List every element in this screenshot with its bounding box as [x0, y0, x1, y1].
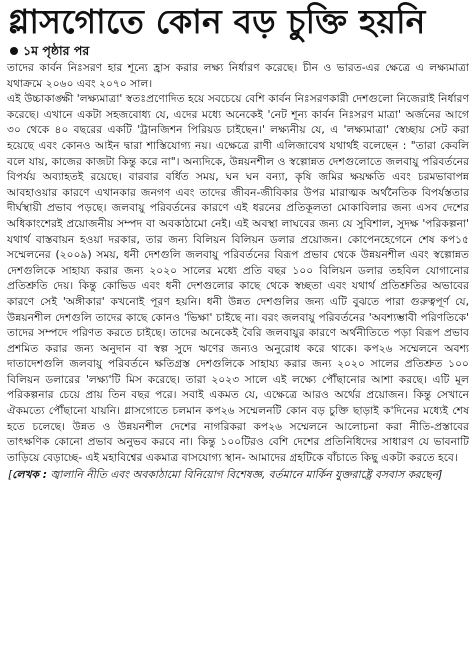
- bullet-icon: [10, 47, 18, 55]
- continued-from-label: ১ম পৃষ্ঠার পর: [23, 43, 90, 58]
- body-paragraph-2: এই উচ্চাকাঙ্ক্ষী 'লক্ষ্যমাত্রা' স্বতঃপ্রণোদিত হয়ে সবচেয়ে বেশি কার্বন নিঃসরণকারী দেশগুলো নিজেরাই নির্ধারণ করেছে। এখানে একটা সহজবোধ্য যে, এদের মধ্যে অনেকেই 'নেট শূন্য কার্বন নিঃসরণ মাত্রা' অর্জনের আগে ৩০ থেকে ৪০ বছরের একটি 'ট্রানজিশন পিরিয়ড চাইছেন।' লক্ষ্যনীয় যে, এ 'লক্ষ্যমাত্রা' স্বেচ্ছায় সেট করা হয়েছে এবং কোনও আইন দ্বারা শাস্তিযোগ্য নয়। এক্ষেত্রে রাণী এলিজাবেথ যথার্থই বলেছেন : "তারা কেবলি বলে যায়, কাজের কাজটা কিন্তু করে না"। অন্যদিকে, উন্নয়নশীল ও স্বল্পোন্নত দেশগুলোতে জলবায়ু পরিবর্তনের বিপর্যয় অব্যাহতই রয়েছে। বারবার বর্ধিত সময়, ঘন ঘন বন্যা, কৃষি জমির ক্ষয়ক্ষতি এবং চরমভাবাপন্ন আবহাওয়ার কারণে এখানকার জনগণ এবং তাদের জীবন-জীবিকার উপর মারাত্মক অর্থনৈতিক বিপর্যস্ততার দীর্ঘস্থায়ী প্রভাব পড়ছে। জলবায়ু পরিবর্তনের কারণে এই ধরনের প্রতিকূলতা মোকাবিলার জন্য এসব দেশের অধিকাংশেরই প্রয়োজনীয় সম্পদ বা অবকাঠামো নেই। এই অবস্থা লাঘবের জন্য যে সুবিশাল, সুদক্ষ 'পরিকল্পনা' যথার্থ বাস্তবায়ন হওয়া দরকার, তার জন্য বিলিয়ন বিলিয়ন ডলার প্রয়োজন। কোপেনহেগেনে শেষ কপ১৫ সম্মেলনের (২০০৯) সময়, ধনী দেশগুলি জলবায়ু পরিবর্তনের বিরূপ প্রভাব থেকে উন্নয়নশীল এবং স্বল্পোন্নত দেশগুলিকে সাহায্য করার জন্য ২০২০ সালের মধ্যে প্রতি বছর ১০০ বিলিয়ন ডলার তহবিল যোগানোর প্রতিশ্রুতি দেয়। কিন্তু কোভিড এবং ধনী দেশগুলোর কাছে থেকে স্বচ্ছতা এবং যথার্থ প্রতিশ্রুতির অভাবের কারণে সেই 'অঙ্গীকার' কখনোই পূরণ হয়নি। ধনী উন্নত দেশগুলির জন্য এটি বুঝতে পারা গুরুত্বপূর্ণ যে, উন্নয়নশীল দেশগুলি তাদের কাছে কোনও 'ভিক্ষা' চাইছে না। বরং জলবায়ু পরিবর্তনের 'অবশ্যম্ভাবী পরিণতিকে' তাদের সম্পদে পরিণত করতে চাইছে। তাদের অনেকেই বৈরি জলবায়ুর কারণে অর্থনীতিতে পড়া বিরূপ প্রভাব প্রশমিত করার জন্য অনুদান বা স্বল্প সুদে ঋণের জন্যও অনুরোধ করে থাকে। কপ২৬ সম্মেলনে অবশ্য দাতাদেশগুলি জলবায়ু পরিবর্তনে ক্ষতিগ্রস্ত দেশগুলিকে সাহায্য করার জন্য ২০২০ সালের প্রতিশ্রুত ১০০ বিলিয়ন ডলারের 'লক্ষ্য'টি মিস করেছে। তারা ২০২৩ সালে এই লক্ষ্যে পৌঁছানোর আশা করছে। এটি মূল পরিকল্পনার চেয়ে প্রায় তিন বছর পরে। সবাই একমত যে, এক্ষেত্রে আরও অর্থের প্রয়োজন। কিন্তু সেখানে ঐকমত্যে পৌঁছানো যায়নি। গ্লাসগোতে চলমান কপ২৬ সম্মেলনটি কোন বড় চুক্তি ছাড়াই ক'দিনের মধ্যেই শেষ হতে চলেছে। উন্নত ও উন্নয়নশীল দেশের নাগরিকরা কপ২৬ সম্মেলনে আলোচনা করা নীতি-প্রস্তাবের তাৎক্ষণিক কোনো প্রভাব অনুভব করবে না। কিন্তু ১০০টিরও বেশি দেশের প্রতিনিধিদের সাধারণ যে ভাবনাটি তাড়িয়ে বেড়াচ্ছে- এই মহাবিশ্বের একমাত্র বাসযোগ্য স্থান- আমাদের গ্রহটিকে বাঁচাতে কিছু একটা করতে হবে।: [7, 92, 469, 464]
- headline: গ্লাসগোতে কোন বড় চুক্তি হয়নি: [8, 2, 426, 41]
- author-byline: [লেখক : জ্বালানি নীতি এবং অবকাঠামো বিনিয়োগ বিশেষজ্ঞ, বর্তমানে মার্কিন যুক্তরাষ্ট্রে বসবাস করছেন]: [8, 468, 443, 482]
- body-paragraph-1: তাদের কার্বন নিঃসরণ হার শূন্যে হ্রাস করার লক্ষ্য নির্ধারণ করেছে। চীন ও ভারত-এর ক্ষেত্রে এ লক্ষ্যমাত্রা যথাক্রমে ২০৬০ এবং ২০৭০ সাল।: [7, 61, 469, 90]
- byline-label: লেখক :: [12, 468, 47, 482]
- continued-from-line: [10, 42, 470, 59]
- article-body: [6, 60, 470, 465]
- byline-text: জ্বালানি নীতি এবং অবকাঠামো বিনিয়োগ বিশেষজ্ঞ, বর্তমানে মার্কিন যুক্তরাষ্ট্রে বসবাস করছেন]: [50, 468, 443, 482]
